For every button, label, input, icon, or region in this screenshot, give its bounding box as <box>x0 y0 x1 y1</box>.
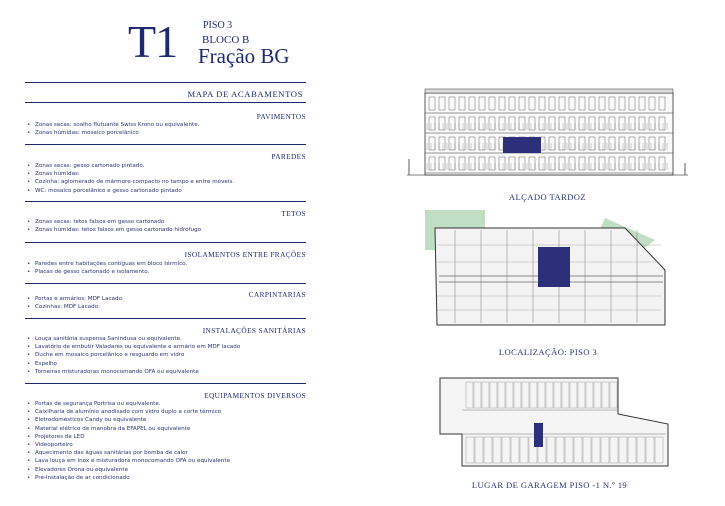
list-item: • Zonas secas: gesso cartonado pintado. <box>26 162 306 170</box>
list-item: • Zonas húmidas: mosaico porcelânico <box>26 129 306 137</box>
section-list-paredes <box>26 162 306 195</box>
list-item: • Espelho <box>26 360 306 368</box>
section-title-instalacoes: INSTALAÇÕES SANITÁRIAS <box>202 326 306 335</box>
caption-elevation: ALÇADO TARDOZ <box>508 192 587 202</box>
unit-label: Fração BG <box>198 44 290 68</box>
floor-label: PISO 3 <box>203 20 233 31</box>
section-list-isolamentos <box>26 260 306 276</box>
list-item: • Eletrodomésticos Candy ou equivalente <box>26 416 306 424</box>
list-item: • Caixilharia de alumínio anodisado com vidro duplo e corte térmico <box>26 408 306 416</box>
section-list-carpintarias <box>26 295 306 311</box>
list-item: • Videoporteiro <box>26 441 306 449</box>
section-title-tetos: TETOS <box>281 209 306 218</box>
section-title-carpintarias: CARPINTARIAS <box>248 290 306 299</box>
section-title-paredes: PAREDES <box>271 152 306 161</box>
list-item: • Portas e armários: MDF Lacado. <box>26 295 306 303</box>
parking-space-highlight <box>534 423 543 447</box>
section-title-equipamentos: EQUIPAMENTOS DIVERSOS <box>204 391 306 400</box>
list-item: • WC: mosaico porcelânico e gesso cartonado pintado <box>26 187 306 195</box>
list-item: • Zonas húmidas: tetos falsos em gesso cartonado hidrófugo <box>26 226 306 234</box>
list-item: • Zonas húmidas: <box>26 170 306 178</box>
section-title-pavimentos: PAVIMENTOS <box>256 112 306 121</box>
list-item: • Cozinha: aglomerado de mármore compacto no tampo e entre móveis. <box>26 178 306 186</box>
section-list-equipamentos <box>26 400 306 482</box>
list-item: • Zonas secas: tetos falsos em gesso cartonado <box>26 218 306 226</box>
list-item: • Elevadores Orona ou equivalente <box>26 466 306 474</box>
list-item: • Lava louça em inox e misturadora monocomando OFA ou equivalente <box>26 457 306 465</box>
list-item: • Duche em mosaico porcelânico e resguardo em vidro <box>26 351 306 359</box>
list-item: • Paredes entre habitações contíguas em bloco térmico. <box>26 260 306 268</box>
list-item: • Louça sanitária suspensa Sanindusa ou equivalente. <box>26 335 306 343</box>
list-item: • Cozinhas: MDF Lacado. <box>26 303 306 311</box>
divider <box>25 383 306 384</box>
garage-plan <box>438 374 670 470</box>
list-item: • Material elétrico de manobra da EFAPEL ou equivalente <box>26 425 306 433</box>
divider <box>25 201 306 202</box>
list-item: • Torneiras misturadoras monocomando OFA ou equivalente <box>26 368 306 376</box>
block-label: BLOCO B <box>202 34 250 46</box>
divider <box>25 144 306 145</box>
list-item: • Aquecimento das águas sanitárias por bomba de calor <box>26 449 306 457</box>
divider <box>25 82 306 83</box>
section-list-instalacoes <box>26 335 306 376</box>
divider <box>25 283 306 284</box>
typology-title: T1 <box>128 16 178 67</box>
list-item: • Projetores de LED <box>26 433 306 441</box>
divider <box>25 102 306 103</box>
list-item: • Lavatório de embutir Valadares ou equivalente e armário em MDF lacado <box>26 343 306 351</box>
caption-garage: LUGAR DE GARAGEM PISO -1 N.º 19 <box>471 480 628 490</box>
section-list-tetos <box>26 218 306 234</box>
section-title-isolamentos: ISOLAMENTOS ENTRE FRAÇÕES <box>184 250 306 259</box>
floor-location-plan <box>425 210 680 338</box>
finishes-map-title: MAPA DE ACABAMENTOS <box>187 89 303 99</box>
list-item: • Portas de segurança Portrisa ou equivalente. <box>26 400 306 408</box>
unit-highlight <box>538 247 570 287</box>
rear-elevation-drawing <box>405 85 690 177</box>
divider <box>25 242 306 243</box>
list-item: • Placas de gesso cartonado e isolamento. <box>26 268 306 276</box>
list-item: • Zonas secas: soalho flutuante Swiss Krono ou equivalente. <box>26 121 306 129</box>
divider <box>25 318 306 319</box>
caption-location: LOCALIZAÇÃO: PISO 3 <box>498 347 598 357</box>
section-list-pavimentos <box>26 121 306 137</box>
unit-highlight <box>503 137 541 153</box>
list-item: • Pré-instalação de ar condicionado <box>26 474 306 482</box>
